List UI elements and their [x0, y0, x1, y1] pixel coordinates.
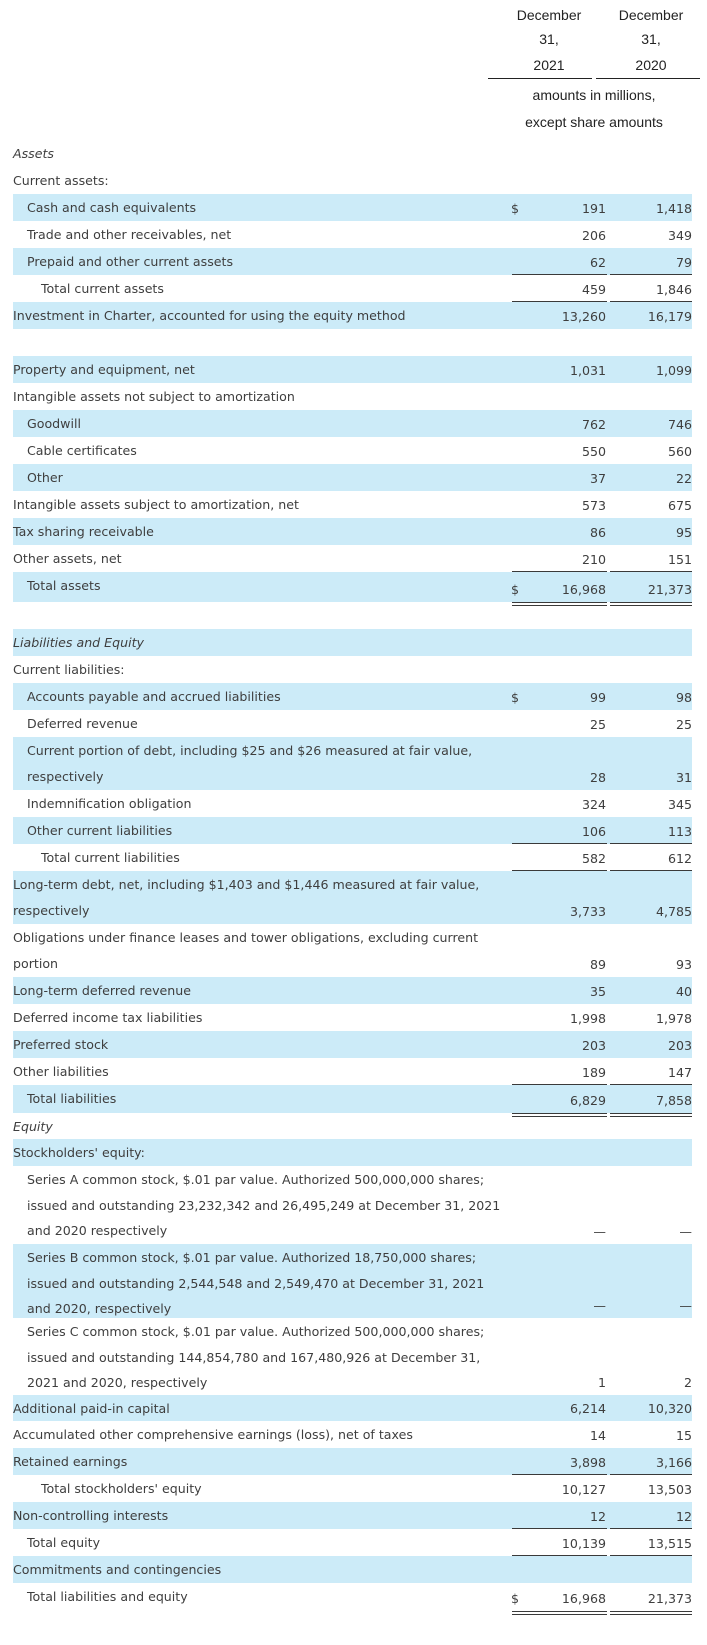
row-label: Investment in Charter, accounted for using the equity method	[13, 308, 406, 323]
table-row	[0, 1502, 707, 1529]
row-label: Trade and other receivables, net	[27, 227, 232, 242]
value-2020: 12	[675, 1509, 692, 1524]
value-2020: 1,978	[655, 1011, 692, 1026]
table-row	[0, 656, 707, 683]
table-row	[0, 410, 707, 437]
row-background	[13, 329, 692, 356]
row-label: Equity	[13, 1119, 53, 1134]
value-2021: 324	[581, 797, 606, 812]
table-row	[0, 683, 707, 710]
currency-symbol: $	[511, 690, 520, 705]
row-label: Current assets:	[13, 173, 109, 188]
value-2021: 62	[589, 255, 606, 270]
value-2021: 191	[581, 201, 606, 216]
value-2020: —	[679, 1224, 692, 1239]
row-background	[13, 602, 692, 629]
row-label: Cable certificates	[27, 443, 137, 458]
value-2021: 10,127	[561, 1482, 606, 1497]
header-2021-line2: 31,	[539, 31, 559, 47]
value-2020: 13,503	[647, 1482, 692, 1497]
header-2020-line2: 31,	[641, 31, 661, 47]
table-row	[0, 572, 707, 602]
value-2020: 15	[675, 1428, 692, 1443]
row-label: Other liabilities	[13, 1064, 109, 1079]
value-2020: 675	[667, 498, 692, 513]
value-2021: 459	[581, 282, 606, 297]
total-double-rule	[512, 1611, 607, 1615]
row-label: Other current liabilities	[27, 823, 173, 838]
value-2020: 345	[667, 797, 692, 812]
row-label: Accounts payable and accrued liabilities	[27, 689, 281, 704]
row-label: Long-term debt, net, including $1,403 and $1,446 measured at fair value,	[13, 877, 480, 892]
value-2020: 1,846	[655, 282, 692, 297]
table-row	[0, 464, 707, 491]
value-2020: 151	[667, 552, 692, 567]
table-row	[0, 1031, 707, 1058]
row-label: Non-controlling interests	[13, 1508, 169, 1523]
header-2021-line3: 2021	[533, 57, 565, 73]
value-2021: 35	[589, 984, 606, 999]
value-2021: 89	[589, 957, 606, 972]
row-label: Intangible assets not subject to amortization	[13, 389, 295, 404]
value-2021: 25	[589, 717, 606, 732]
row-label: Total assets	[27, 578, 101, 593]
value-2020: 746	[667, 417, 692, 432]
units-note	[504, 82, 684, 136]
table-row	[0, 924, 707, 977]
column-header	[0, 0, 707, 140]
table-row	[0, 140, 707, 167]
row-label: Goodwill	[27, 416, 81, 431]
value-2020: 10,320	[647, 1401, 692, 1416]
value-2021: 10,139	[561, 1536, 606, 1551]
row-label: Assets	[13, 146, 54, 161]
row-label: Obligations under finance leases and tower obligations, excluding current	[13, 930, 479, 945]
row-label: Intangible assets subject to amortization, net	[13, 497, 299, 512]
table-row	[0, 629, 707, 656]
value-2021: —	[593, 1224, 606, 1239]
value-2021: 16,968	[561, 582, 606, 597]
value-2020: 21,373	[647, 582, 692, 597]
table-row	[0, 871, 707, 924]
value-2020: 98	[675, 690, 692, 705]
table-row	[0, 1318, 707, 1395]
currency-symbol: $	[511, 1591, 520, 1606]
units-line1: amounts in millions,	[532, 87, 656, 103]
spacer-row	[0, 602, 707, 629]
table-row	[0, 790, 707, 817]
header-2021-line1: December	[516, 7, 582, 23]
value-2020: 22	[675, 471, 692, 486]
row-background	[13, 167, 692, 194]
row-label: Total liabilities	[27, 1091, 117, 1106]
value-2020: 93	[675, 957, 692, 972]
table-row	[0, 1421, 707, 1448]
balance-sheet-table	[0, 140, 707, 1611]
row-label: 2021 and 2020, respectively	[27, 1375, 208, 1390]
value-2020: 2	[683, 1375, 692, 1390]
value-2021: 189	[581, 1065, 606, 1080]
table-row	[0, 1583, 707, 1611]
total-double-rule	[610, 1611, 692, 1615]
value-2021: 550	[581, 444, 606, 459]
value-2021: 582	[581, 851, 606, 866]
table-row	[0, 1395, 707, 1421]
row-label: Current portion of debt, including $25 and $26 measured at fair value,	[27, 743, 473, 758]
table-row	[0, 167, 707, 194]
value-2020: 4,785	[655, 904, 692, 919]
row-label: Total equity	[27, 1535, 101, 1550]
row-label: Tax sharing receivable	[13, 524, 154, 539]
row-label: Series A common stock, $.01 par value. Authorized 500,000,000 shares;	[27, 1172, 485, 1187]
value-2020: 95	[675, 525, 692, 540]
value-2020: 1,099	[655, 363, 692, 378]
header-underline-2021	[488, 78, 592, 79]
row-label: issued and outstanding 23,232,342 and 26,495,249 at December 31, 2021	[27, 1197, 501, 1213]
table-row	[0, 275, 707, 302]
value-2021: 210	[581, 552, 606, 567]
value-2020: 31	[675, 770, 692, 785]
row-label: Series C common stock, $.01 par value. Authorized 500,000,000 shares;	[27, 1324, 485, 1339]
table-row	[0, 1085, 707, 1113]
row-label: issued and outstanding 2,544,548 and 2,549,470 at December 31, 2021	[27, 1275, 485, 1291]
units-line2: except share amounts	[525, 114, 663, 130]
row-label: Preferred stock	[13, 1037, 109, 1052]
value-2021: 573	[581, 498, 606, 513]
row-background	[13, 1113, 692, 1139]
currency-symbol: $	[511, 582, 520, 597]
value-2020: 349	[667, 228, 692, 243]
table-row	[0, 383, 707, 410]
table-row	[0, 817, 707, 844]
table-row	[0, 1139, 707, 1166]
row-label: Cash and cash equivalents	[27, 200, 197, 215]
value-2020: 16,179	[647, 309, 692, 324]
table-row	[0, 1556, 707, 1583]
table-row	[0, 302, 707, 329]
row-label: Total stockholders' equity	[41, 1481, 202, 1496]
value-2021: 16,968	[561, 1591, 606, 1606]
value-2020: 147	[667, 1065, 692, 1080]
value-2020: —	[679, 1298, 692, 1313]
row-label: Prepaid and other current assets	[27, 254, 234, 269]
value-2021: —	[593, 1298, 606, 1313]
row-label: Commitments and contingencies	[13, 1562, 222, 1577]
row-label: Indemnification obligation	[27, 796, 192, 811]
table-row	[0, 437, 707, 464]
table-row	[0, 221, 707, 248]
spacer-row	[0, 329, 707, 356]
value-2020: 612	[667, 851, 692, 866]
value-2021: 14	[589, 1428, 606, 1443]
row-label: and 2020 respectively	[27, 1223, 168, 1238]
value-2020: 25	[675, 717, 692, 732]
value-2021: 86	[589, 525, 606, 540]
value-2021: 6,829	[569, 1093, 606, 1108]
value-2021: 28	[589, 770, 606, 785]
table-row	[0, 977, 707, 1004]
row-label: Retained earnings	[13, 1454, 128, 1469]
row-label: respectively	[27, 768, 104, 784]
value-2021: 203	[581, 1038, 606, 1053]
value-2020: 40	[675, 984, 692, 999]
value-2020: 13,515	[647, 1536, 692, 1551]
row-label: Additional paid-in capital	[13, 1401, 170, 1416]
header-2020-line3: 2020	[635, 57, 667, 73]
value-2020: 3,166	[655, 1455, 692, 1470]
currency-symbol: $	[511, 201, 520, 216]
table-row	[0, 248, 707, 275]
table-row	[0, 1004, 707, 1031]
row-label: Current liabilities:	[13, 662, 125, 677]
value-2021: 6,214	[569, 1401, 606, 1416]
table-row	[0, 710, 707, 737]
row-label: Accumulated other comprehensive earnings (loss), net of taxes	[13, 1427, 413, 1442]
row-label: and 2020, respectively	[27, 1301, 172, 1316]
value-2021: 3,898	[569, 1455, 606, 1470]
value-2020: 7,858	[655, 1093, 692, 1108]
table-row	[0, 1166, 707, 1244]
table-row	[0, 1448, 707, 1475]
table-row	[0, 1058, 707, 1085]
value-2020: 21,373	[647, 1591, 692, 1606]
table-row	[0, 1529, 707, 1556]
row-label: respectively	[13, 902, 90, 918]
row-label: Property and equipment, net	[13, 362, 195, 377]
table-row	[0, 844, 707, 871]
table-row	[0, 1113, 707, 1139]
row-label: portion	[13, 955, 59, 971]
row-label: Total current assets	[41, 281, 164, 296]
table-row	[0, 545, 707, 572]
value-2020: 79	[675, 255, 692, 270]
row-label: issued and outstanding 144,854,780 and 167,480,926 at December 31,	[27, 1349, 481, 1365]
row-label: Total liabilities and equity	[27, 1589, 188, 1604]
header-underline-2020	[596, 78, 700, 79]
row-label: Series B common stock, $.01 par value. Authorized 18,750,000 shares;	[27, 1250, 477, 1265]
value-2021: 762	[581, 417, 606, 432]
row-label: Stockholders' equity:	[13, 1145, 145, 1160]
row-label: Other	[27, 470, 63, 485]
row-background	[13, 140, 692, 167]
table-row	[0, 518, 707, 545]
value-2021: 37	[589, 471, 606, 486]
table-row	[0, 1244, 707, 1318]
row-label: Liabilities and Equity	[13, 635, 144, 650]
row-label: Deferred revenue	[27, 716, 138, 731]
value-2020: 203	[667, 1038, 692, 1053]
row-label: Deferred income tax liabilities	[13, 1010, 203, 1025]
value-2021: 1	[597, 1375, 606, 1390]
row-label: Long-term deferred revenue	[13, 983, 192, 998]
value-2021: 13,260	[561, 309, 606, 324]
value-2021: 1,998	[569, 1011, 606, 1026]
table-row	[0, 356, 707, 383]
value-2021: 106	[581, 824, 606, 839]
value-2021: 206	[581, 228, 606, 243]
table-row	[0, 737, 707, 790]
value-2020: 560	[667, 444, 692, 459]
table-row	[0, 1475, 707, 1502]
header-2020-line1: December	[618, 7, 684, 23]
row-label: Other assets, net	[13, 551, 122, 566]
table-row	[0, 194, 707, 221]
row-label: Total current liabilities	[41, 850, 180, 865]
value-2021: 1,031	[569, 363, 606, 378]
value-2021: 3,733	[569, 904, 606, 919]
value-2020: 113	[667, 824, 692, 839]
value-2020: 1,418	[655, 201, 692, 216]
table-row	[0, 491, 707, 518]
value-2021: 99	[589, 690, 606, 705]
value-2021: 12	[589, 1509, 606, 1524]
